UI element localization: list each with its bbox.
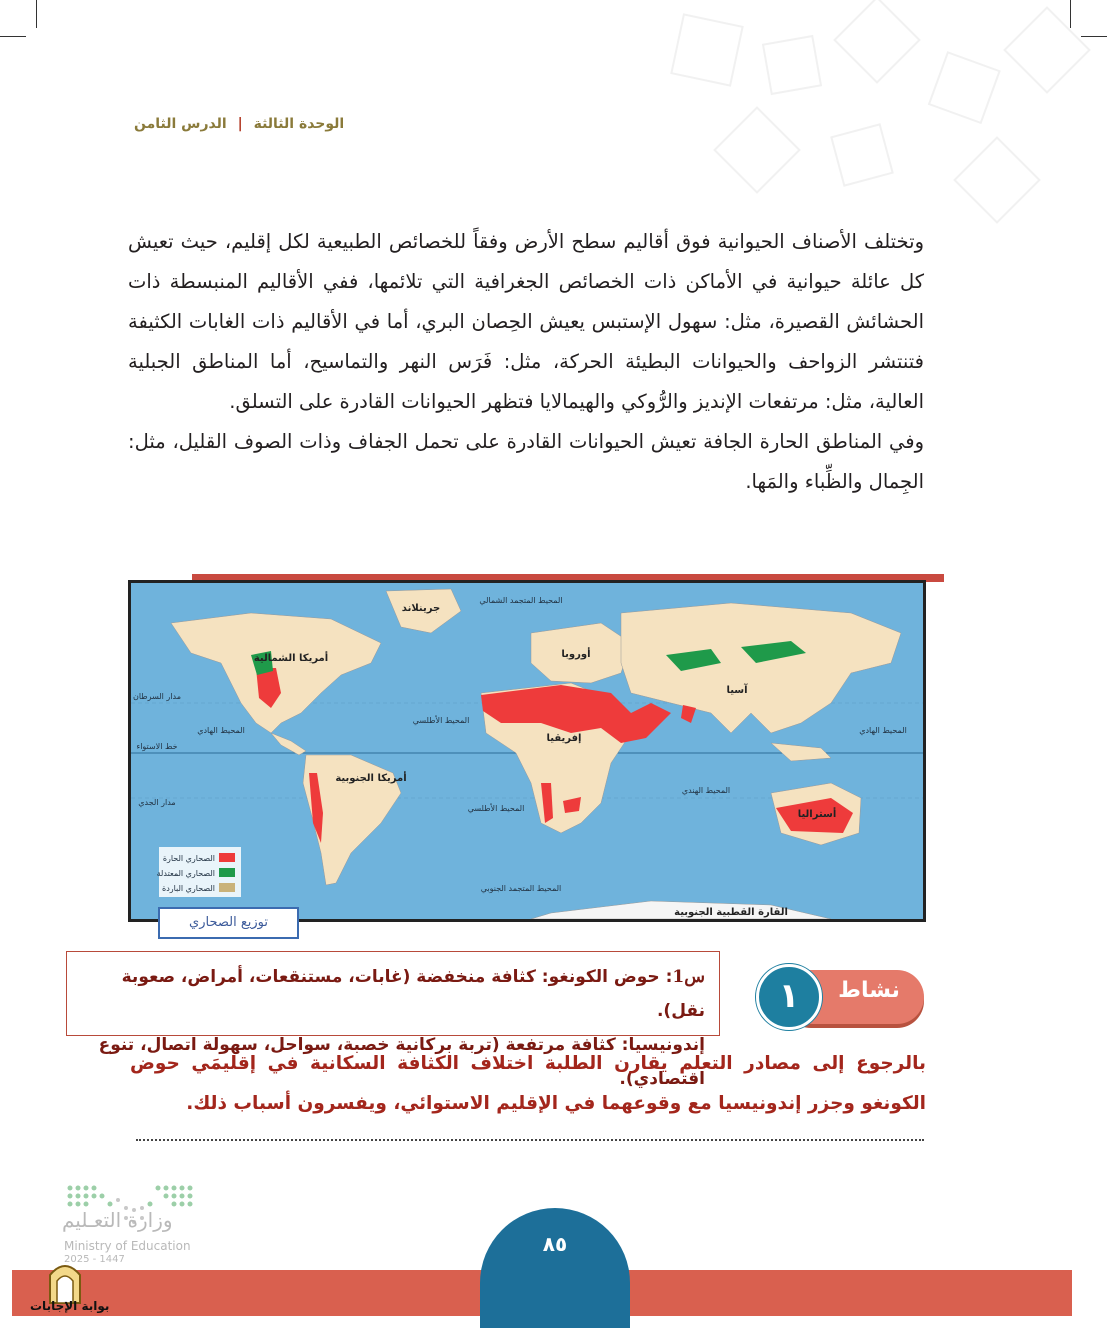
answer-dotted-line: [136, 1139, 924, 1141]
map-label-pacific-east: المحيط الهادي: [859, 726, 907, 735]
legend-swatch-cold: [219, 883, 235, 892]
legend-label-hot: الصحاري الحارة: [162, 854, 215, 863]
unit-title: الوحدة الثالثة: [253, 116, 345, 132]
answer-line-1: [73, 960, 705, 1028]
map-label-south-america: أمريكا الجنوبية: [335, 773, 407, 784]
map-caption: توزيع الصحاري: [158, 907, 299, 939]
lesson-body: [128, 222, 924, 502]
crop-mark: [0, 36, 26, 37]
body-paragraph-1: وتختلف الأصناف الحيوانية فوق أقاليم سطح الأرض وفقاً للخصائص الطبيعية لكل إقليم، حيث تعيش كل عائلة حيوانية في الأماكن ذات الخصائص الجغرافية التي تلائمها، ففي الأقاليم المنبسطة ذات الحشائش القصيرة، مثل: سهول الإستبس يعيش الحِصان البري، أما في الأقاليم ذات الغابات الكثيفة فتنتشر الزواحف والحيوانات البطيئة الحركة، مثل: فَرَس النهر والتماسيح، أما المناطق الجبلية العالية، مثل: مرتفعات الإنديز والرُّوكي والهيمالايا فتظهر الحيوانات القادرة على التسلق.: [128, 230, 924, 413]
ministry-name-arabic: وزارة التعـليم: [62, 1208, 173, 1232]
map-label-pacific-west: المحيط الهادي: [197, 726, 245, 735]
activity-label: نشاط: [838, 978, 900, 1003]
map-legend: [157, 847, 241, 897]
legend-label-temperate: الصحاري المعتدلة: [156, 869, 215, 878]
handwritten-answer: [66, 951, 720, 1089]
world-map: [128, 580, 926, 922]
legend-swatch-temperate: [219, 868, 235, 877]
map-label-antarctica: القارة القطبية الجنوبية: [674, 907, 788, 918]
page-number: ٨٥: [542, 1232, 568, 1256]
crop-mark: [36, 0, 37, 28]
activity-number: ١: [756, 964, 822, 1030]
answer-line-2: إندونيسيا: كثافة مرتفعة (تربة بركانية خصبة، سواحل، سهولة اتصال، تنوع اقتصادي).: [98, 1035, 705, 1089]
body-paragraph-2: وفي المناطق الحارة الجافة تعيش الحيوانات القادرة على تحمل الجفاف وذات الصوف القليل، مثل: الجِمال والظِّباء والمَها.: [128, 430, 924, 493]
map-label-indian: المحيط الهندي: [681, 786, 731, 795]
map-label-australia: أستراليا: [797, 809, 837, 820]
decorative-pattern: [637, 0, 1107, 240]
unit-lesson-header: [134, 116, 344, 132]
map-label-greenland: جرينلاند: [401, 603, 441, 614]
map-label-africa: إفريقيا: [546, 733, 582, 744]
legend-label-cold: الصحاري الباردة: [162, 884, 215, 893]
world-map-graphic: [131, 583, 923, 919]
map-label-atlantic-north: المحيط الأطلسي: [412, 716, 470, 725]
map-label-tropic-capricorn: مدار الجدي: [138, 798, 176, 807]
map-label-southern-ocean: المحيط المتجمد الجنوبي: [480, 884, 562, 893]
answer-question-number: س1: [672, 967, 705, 987]
ministry-year: 2025 - 1447: [64, 1254, 125, 1265]
map-label-arctic: المحيط المتجمد الشمالي: [479, 596, 563, 605]
map-label-north-america: أمريكا الشمالية: [253, 653, 329, 664]
ministry-name-english: Ministry of Education: [64, 1239, 191, 1253]
activity-instructions: بالرجوع إلى مصادر التعلم يقارن الطلبة اختلاف الكثافة السكانية في إقليمَي حوض الكونغو وجزر إندونيسيا مع وقوعهما في الإقليم الاستوائي، ويفسرون أسباب ذلك.: [130, 1053, 926, 1114]
header-separator: |: [237, 116, 243, 132]
map-label-tropic-cancer: مدار السرطان: [132, 692, 182, 701]
page-number-tab: [480, 1208, 630, 1328]
map-label-atlantic-south: المحيط الأطلسي: [467, 804, 525, 813]
map-label-equator: خط الاستواء: [136, 742, 178, 751]
answer-line-1-text: : حوض الكونغو: كثافة منخفضة (غابات، مستنقعات، أمراض، صعوبة نقل).: [121, 967, 705, 1021]
portal-logo-icon: [40, 1255, 90, 1305]
legend-swatch-hot: [219, 853, 235, 862]
map-label-europe: أوروبا: [561, 649, 591, 660]
activity-badge: [756, 964, 926, 1032]
desert-distribution-map: [128, 574, 928, 922]
portal-name: بوابة الإجابات: [30, 1299, 110, 1313]
map-label-asia: آسيا: [726, 685, 748, 696]
lesson-title: الدرس الثامن: [134, 116, 227, 132]
